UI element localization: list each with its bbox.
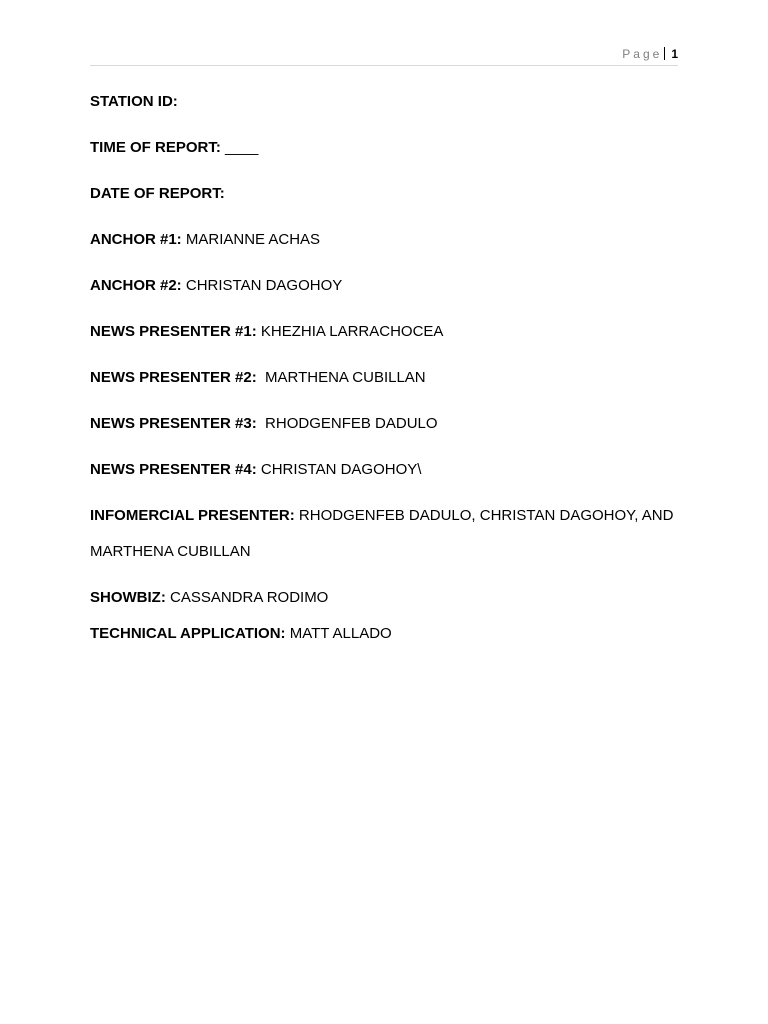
news-presenter-3-field: [90, 415, 680, 433]
field-label: SHOWBIZ:: [90, 589, 166, 606]
news-presenter-4-field: [90, 461, 680, 479]
field-label: NEWS PRESENTER #4:: [90, 461, 257, 478]
field-label: NEWS PRESENTER #1:: [90, 323, 257, 340]
field-label: STATION ID:: [90, 93, 178, 110]
field-value: RHODGENFEB DADULO, CHRISTAN DAGOHOY, AND MARTHENA CUBILLAN: [90, 507, 678, 560]
page-number: 1: [671, 47, 678, 61]
showbiz-field: [90, 589, 680, 607]
station-id-field: [90, 93, 680, 111]
field-value: CHRISTAN DAGOHOY\: [256, 461, 422, 478]
page-number-indicator: [622, 47, 678, 61]
page-label: Page: [622, 47, 663, 61]
date-of-report-field: [90, 185, 680, 203]
technical-application-field: [90, 625, 680, 643]
field-value: CHRISTAN DAGOHOY: [181, 277, 343, 294]
field-label: NEWS PRESENTER #3:: [90, 415, 257, 432]
field-value: CASSANDRA RODIMO: [165, 589, 329, 606]
field-label: NEWS PRESENTER #2:: [90, 369, 257, 386]
field-value: ____: [220, 139, 259, 156]
field-value: MATT ALLADO: [285, 625, 392, 642]
infomercial-presenter-field: [90, 498, 680, 570]
field-value: RHODGENFEB DADULO: [256, 415, 438, 432]
anchor-2-field: [90, 277, 680, 295]
page-separator: [664, 47, 665, 60]
news-presenter-2-field: [90, 369, 680, 387]
field-label: TIME OF REPORT:: [90, 139, 221, 156]
field-value: MARTHENA CUBILLAN: [256, 369, 426, 386]
page-header: [90, 44, 678, 66]
news-presenter-1-field: [90, 323, 680, 341]
time-of-report-field: [90, 139, 680, 157]
field-label: INFOMERCIAL PRESENTER:: [90, 507, 295, 524]
field-value: KHEZHIA LARRACHOCEA: [256, 323, 444, 340]
field-value: MARIANNE ACHAS: [181, 231, 321, 248]
field-label: TECHNICAL APPLICATION:: [90, 625, 286, 642]
field-label: ANCHOR #2:: [90, 277, 182, 294]
anchor-1-field: [90, 231, 680, 249]
field-label: DATE OF REPORT:: [90, 185, 225, 202]
field-label: ANCHOR #1:: [90, 231, 182, 248]
